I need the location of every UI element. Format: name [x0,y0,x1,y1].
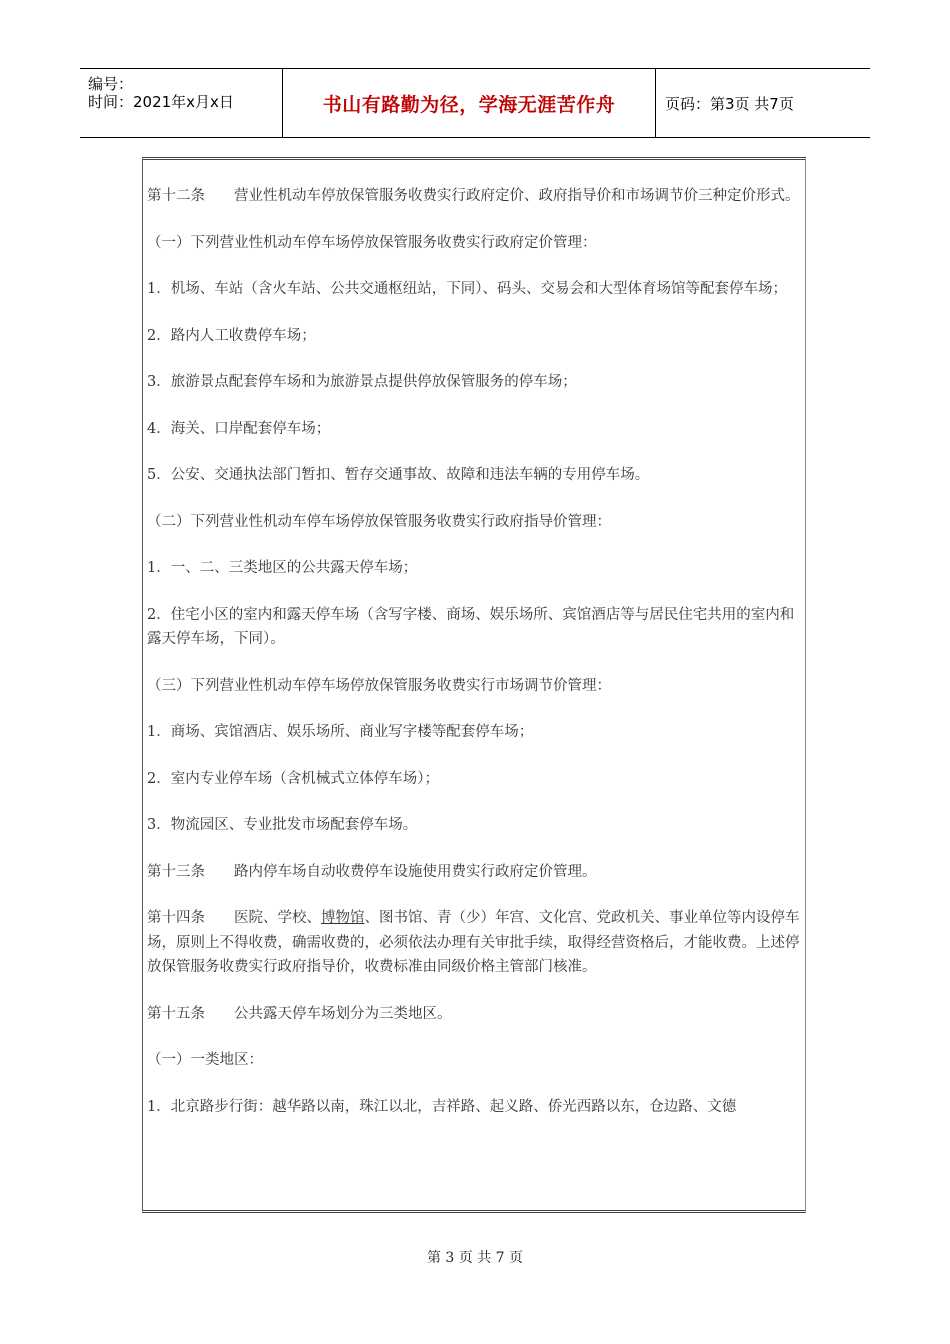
content-frame [142,157,806,1213]
paragraph: （三）下列营业性机动车停车场停放保管服务收费实行市场调节价管理： [147,677,611,694]
paragraph: 4．海关、口岸配套停车场； [147,420,331,437]
motto-text: 书山有路勤为径，学海无涯苦作舟 [322,93,616,116]
page-footer: 第 3 页 共 7 页 [426,1250,524,1266]
paragraph: 1．一、二、三类地区的公共露天停车场； [147,560,418,576]
paragraph: （一）一类地区： [147,1052,263,1068]
paragraph: 5．公安、交通执法部门暂扣、暂存交通事故、故障和违法车辆的专用停车场。 [147,467,650,483]
article-14-after: 、图书馆、青（少）年宫、文化宫、党政机关、事业单位等内设停车场，原则上不得收费，确需收费的，必须依法办理有关审批手续，取得经营资格后，才能收费。上述停放保管服务收费实行政府指导价，收费标准由同级价格主管部门核准。 [147,910,800,975]
paragraph: （二）下列营业性机动车停车场停放保管服务收费实行政府指导价管理： [147,513,611,530]
header-meta [80,69,282,137]
header-motto-cell [282,69,656,137]
time-label: 时间：2021年x月x日 [88,93,234,111]
paragraph: 2．住宅小区的室内和露天停车场（含写字楼、商场、娱乐场所、宾馆酒店等与居民住宅共用的室内和露天停车场，下同）。 [147,606,795,647]
museum-link[interactable]: 博物馆 [321,910,365,926]
header-page-cell [655,69,870,137]
article-14-before: 第十四条 医院、学校、 [147,910,321,926]
number-label: 编号： [88,75,134,93]
paragraph: 第十三条 路内停车场自动收费停车设施使用费实行政府定价管理。 [147,863,597,880]
paragraph: 1．北京路步行街：越华路以南，珠江以北，吉祥路、起义路、侨光西路以东，仓边路、文德 [147,1098,737,1115]
paragraph: 3．物流园区、专业批发市场配套停车场。 [147,817,418,833]
paragraph: 2．室内专业停车场（含机械式立体停车场）； [147,770,439,787]
paragraph: 2．路内人工收费停车场； [147,327,316,344]
page-header [80,68,870,138]
paragraph: 1．商场、宾馆酒店、娱乐场所、商业写字楼等配套停车场； [147,724,534,740]
paragraph: 1．机场、车站（含火车站、公共交通枢纽站，下同）、码头、交易会和大型体育场馆等配套停车场； [147,281,787,297]
paragraph: 3．旅游景点配套停车场和为旅游景点提供停放保管服务的停车场； [147,374,577,390]
paragraph: 第十二条 营业性机动车停放保管服务收费实行政府定价、政府指导价和市场调节价三种定价形式。 [147,188,800,204]
paragraph: （一）下列营业性机动车停车场停放保管服务收费实行政府定价管理： [147,234,597,251]
page-info: 页码：第3页 共7页 [665,94,794,113]
article-14-paragraph [147,906,803,980]
paragraph: 第十五条 公共露天停车场划分为三类地区。 [147,1005,452,1022]
document-body [147,184,803,1141]
